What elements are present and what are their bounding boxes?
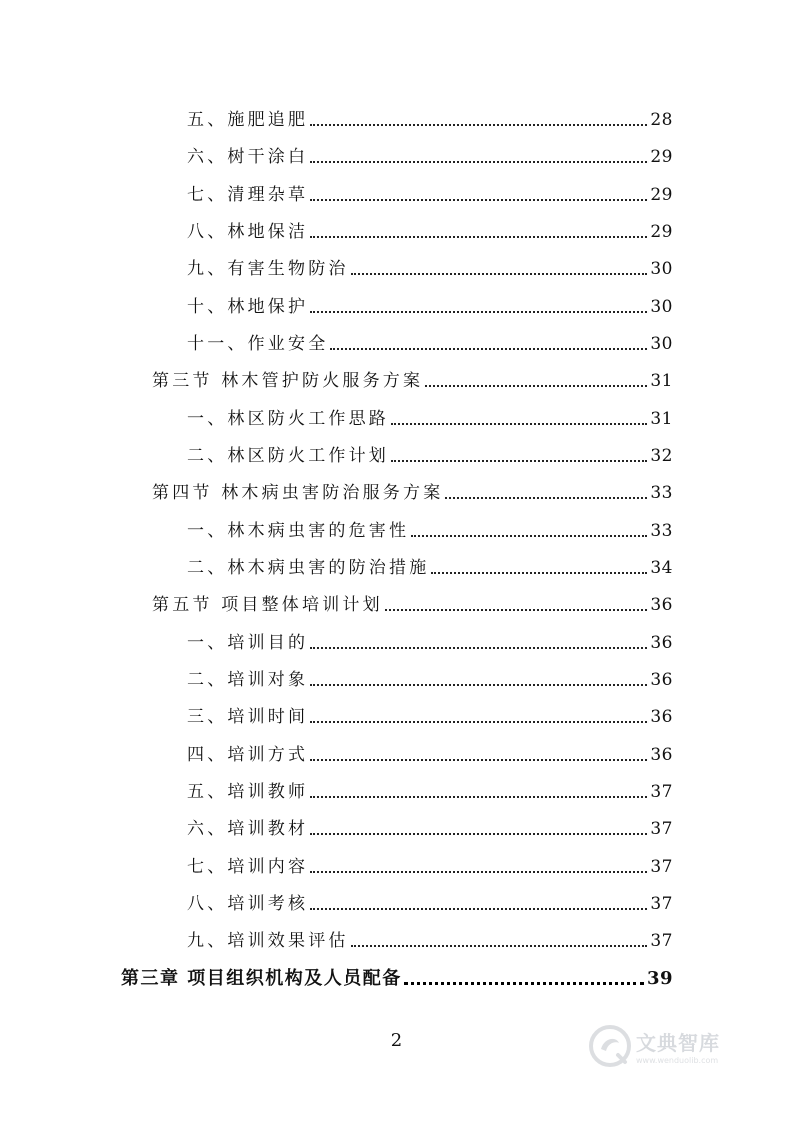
page-number: 2 [390,1030,403,1051]
dot-leader [310,647,647,649]
toc-entry-page: 36 [650,745,673,765]
dot-leader [391,423,647,425]
toc-entry-page: 36 [650,595,673,615]
dot-leader [425,385,647,387]
toc-entry[interactable] [187,217,673,243]
dot-leader [351,273,648,275]
dot-leader [310,833,647,835]
dot-leader [310,871,647,873]
toc-entry-label: 三、培训时间 [187,707,309,727]
watermark-text [636,1027,720,1065]
watermark [588,1018,758,1074]
dot-leader [445,497,647,499]
toc-entry-label: 二、林区防火工作计划 [187,446,389,466]
toc-entry-page: 39 [646,968,673,989]
toc-entry-label: 第三章 项目组织机构及人员配备 [121,968,402,989]
toc-entry-label: 第五节 项目整体培训计划 [152,595,383,615]
toc-entry[interactable] [187,292,673,318]
toc-entry[interactable] [187,404,673,430]
toc-entry-label: 第四节 林木病虫害防治服务方案 [152,483,444,503]
toc-entry-page: 37 [650,894,673,914]
toc-entry[interactable] [187,516,673,542]
toc-entry-label: 七、清理杂草 [187,185,309,205]
dot-leader [310,199,647,201]
dot-leader [351,945,648,947]
toc-entry[interactable] [187,926,673,952]
dot-leader [310,161,647,163]
toc-entry[interactable] [187,814,673,840]
toc-entry-page: 36 [650,670,673,690]
dot-leader [330,348,647,350]
toc-entry-label: 六、树干涂白 [187,147,309,167]
toc-entry-label: 十一、作业安全 [187,334,329,354]
toc-entry[interactable] [187,254,673,280]
toc-entry-label: 二、培训对象 [187,670,309,690]
toc-entry-label: 十、林地保护 [187,297,309,317]
toc-entry-label: 一、林木病虫害的危害性 [187,521,410,541]
toc-entry[interactable] [187,105,673,131]
toc-section-entry[interactable] [152,366,673,392]
dot-leader [310,311,647,313]
toc-section-entry[interactable] [152,590,673,616]
toc-entry[interactable] [187,553,673,579]
dot-leader [310,124,647,126]
dot-leader [310,721,647,723]
toc-entry-label: 六、培训教材 [187,819,309,839]
toc-entry[interactable] [187,777,673,803]
toc-entry-page: 29 [650,185,673,205]
toc-entry-label: 一、林区防火工作思路 [187,409,389,429]
toc-entry-page: 30 [650,297,673,317]
toc-entry[interactable] [187,628,673,654]
toc-entry[interactable] [187,740,673,766]
toc-entry-page: 30 [650,259,673,279]
toc-entry[interactable] [187,329,673,355]
toc-entry-page: 33 [650,483,673,503]
toc-entry-page: 28 [650,110,673,130]
dot-leader [310,908,647,910]
toc-entry-label: 八、林地保洁 [187,222,309,242]
toc-entry-page: 37 [650,857,673,877]
toc-entry-label: 八、培训考核 [187,894,309,914]
toc-entry-page: 30 [650,334,673,354]
toc-entry-label: 五、培训教师 [187,782,309,802]
toc-chapter-entry[interactable] [121,964,673,990]
toc-entry-label: 四、培训方式 [187,745,309,765]
toc-entry-label: 二、林木病虫害的防治措施 [187,558,430,578]
watermark-site: www.wenduolib.com [636,1056,719,1065]
toc-entry-label: 五、施肥追肥 [187,110,309,130]
toc-entry-page: 37 [650,931,673,951]
dot-leader [404,982,644,985]
toc-entry[interactable] [187,142,673,168]
dot-leader [310,796,647,798]
watermark-logo-icon [588,1024,632,1068]
toc-entry[interactable] [187,665,673,691]
dot-leader [391,460,647,462]
dot-leader [310,759,647,761]
toc-entry-page: 29 [650,147,673,167]
dot-leader [385,609,648,611]
toc-entry-page: 29 [650,222,673,242]
toc-entry-label: 一、培训目的 [187,633,309,653]
toc-entry-page: 31 [650,371,673,391]
toc-entry-page: 37 [650,782,673,802]
toc-entry-page: 31 [650,409,673,429]
toc-entry-label: 第三节 林木管护防火服务方案 [152,371,424,391]
toc-entry-label: 七、培训内容 [187,857,309,877]
toc-entry[interactable] [187,852,673,878]
toc-entry-label: 九、培训效果评估 [187,931,349,951]
toc-entry-label: 九、有害生物防治 [187,259,349,279]
toc-entry-page: 34 [650,558,673,578]
dot-leader [411,535,647,537]
toc-entry[interactable] [187,180,673,206]
toc-entry-page: 32 [650,446,673,466]
toc-entry[interactable] [187,702,673,728]
toc-entry-page: 33 [650,521,673,541]
toc-entry[interactable] [187,441,673,467]
dot-leader [310,236,647,238]
toc-entry[interactable] [187,889,673,915]
toc-entry-page: 36 [650,633,673,653]
dot-leader [310,684,647,686]
toc-entry-page: 37 [650,819,673,839]
dot-leader [431,572,647,574]
watermark-name: 文典智库 [636,1031,720,1055]
toc-section-entry[interactable] [152,478,673,504]
toc-entry-page: 36 [650,707,673,727]
